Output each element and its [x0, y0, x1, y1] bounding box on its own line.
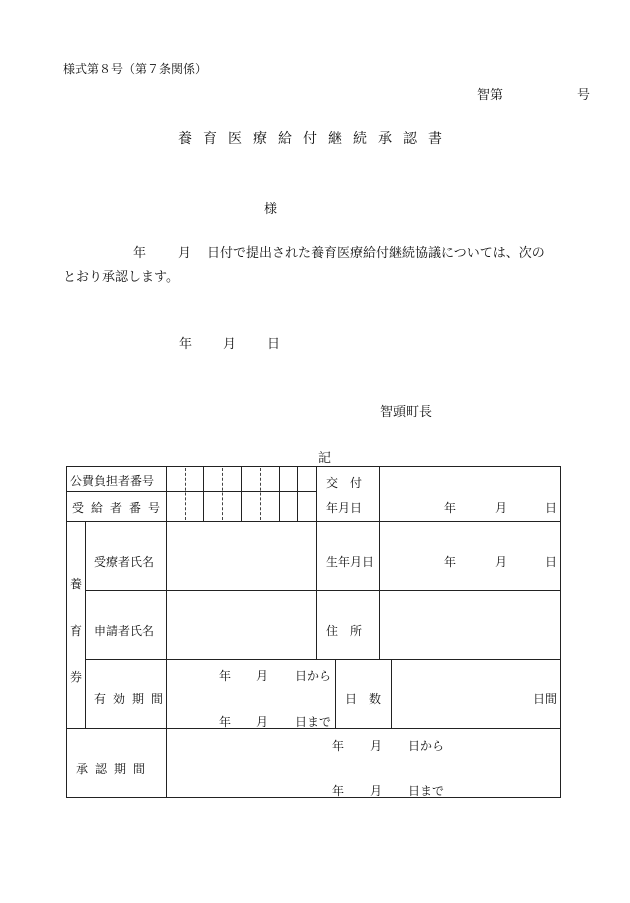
validity-to-suffix: 日まで	[295, 715, 332, 729]
validity-to-month: 月	[256, 715, 269, 729]
issuer: 智頭町長	[380, 405, 433, 420]
approval-from-suffix: 日から	[408, 739, 445, 753]
validity-to-year: 年	[219, 715, 232, 729]
issue-month: 月	[223, 337, 237, 352]
table-issue-day: 日	[545, 501, 558, 515]
table-issue-month: 月	[495, 501, 508, 515]
body-date-year: 年	[133, 246, 147, 261]
birth-year: 年	[444, 555, 457, 569]
issue-label-2: 年月日	[326, 501, 363, 515]
validity-from-suffix: 日から	[295, 669, 332, 683]
applicant-name-label: 申請者氏名	[94, 624, 155, 638]
table-issue-year: 年	[444, 501, 457, 515]
approval-from-year: 年	[332, 739, 345, 753]
section-char-1: 養	[70, 577, 83, 591]
approval-to-year: 年	[332, 784, 345, 798]
days-label: 日 数	[345, 692, 382, 706]
patient-name-label: 受療者氏名	[94, 555, 155, 569]
approval-to-suffix: 日まで	[408, 784, 445, 798]
record-label: 記	[318, 451, 332, 466]
issue-label-1: 交 付	[326, 476, 363, 490]
approval-to-month: 月	[370, 784, 383, 798]
recipient-suffix: 様	[264, 202, 278, 217]
body-line2: とおり承認します。	[63, 270, 179, 285]
issue-day: 日	[267, 337, 281, 352]
reference-prefix: 智第	[477, 88, 504, 103]
approval-from-month: 月	[370, 739, 383, 753]
approval-period-label: 承認期間	[76, 762, 153, 776]
birth-month: 月	[495, 555, 508, 569]
recipient-number-label: 受給者番号	[72, 501, 168, 515]
body-line1: 日付で提出された養育医療給付継続協議については、次の	[207, 246, 545, 261]
birth-date-label: 生年月日	[326, 555, 375, 569]
body-date-month: 月	[178, 246, 192, 261]
validity-label: 有効期間	[94, 692, 171, 706]
validity-from-year: 年	[219, 669, 232, 683]
section-char-3: 券	[70, 670, 83, 684]
address-label: 住 所	[326, 624, 363, 638]
form-number: 様式第８号（第７条関係）	[63, 62, 208, 76]
validity-from-month: 月	[256, 669, 269, 683]
issue-year: 年	[179, 337, 193, 352]
document-title: 養育医療給付継続承認書	[178, 131, 453, 147]
days-unit: 日間	[533, 692, 558, 706]
public-payer-number-label: 公費負担者番号	[70, 474, 155, 488]
reference-suffix: 号	[577, 88, 591, 103]
section-char-2: 育	[70, 624, 83, 638]
birth-day: 日	[545, 555, 558, 569]
